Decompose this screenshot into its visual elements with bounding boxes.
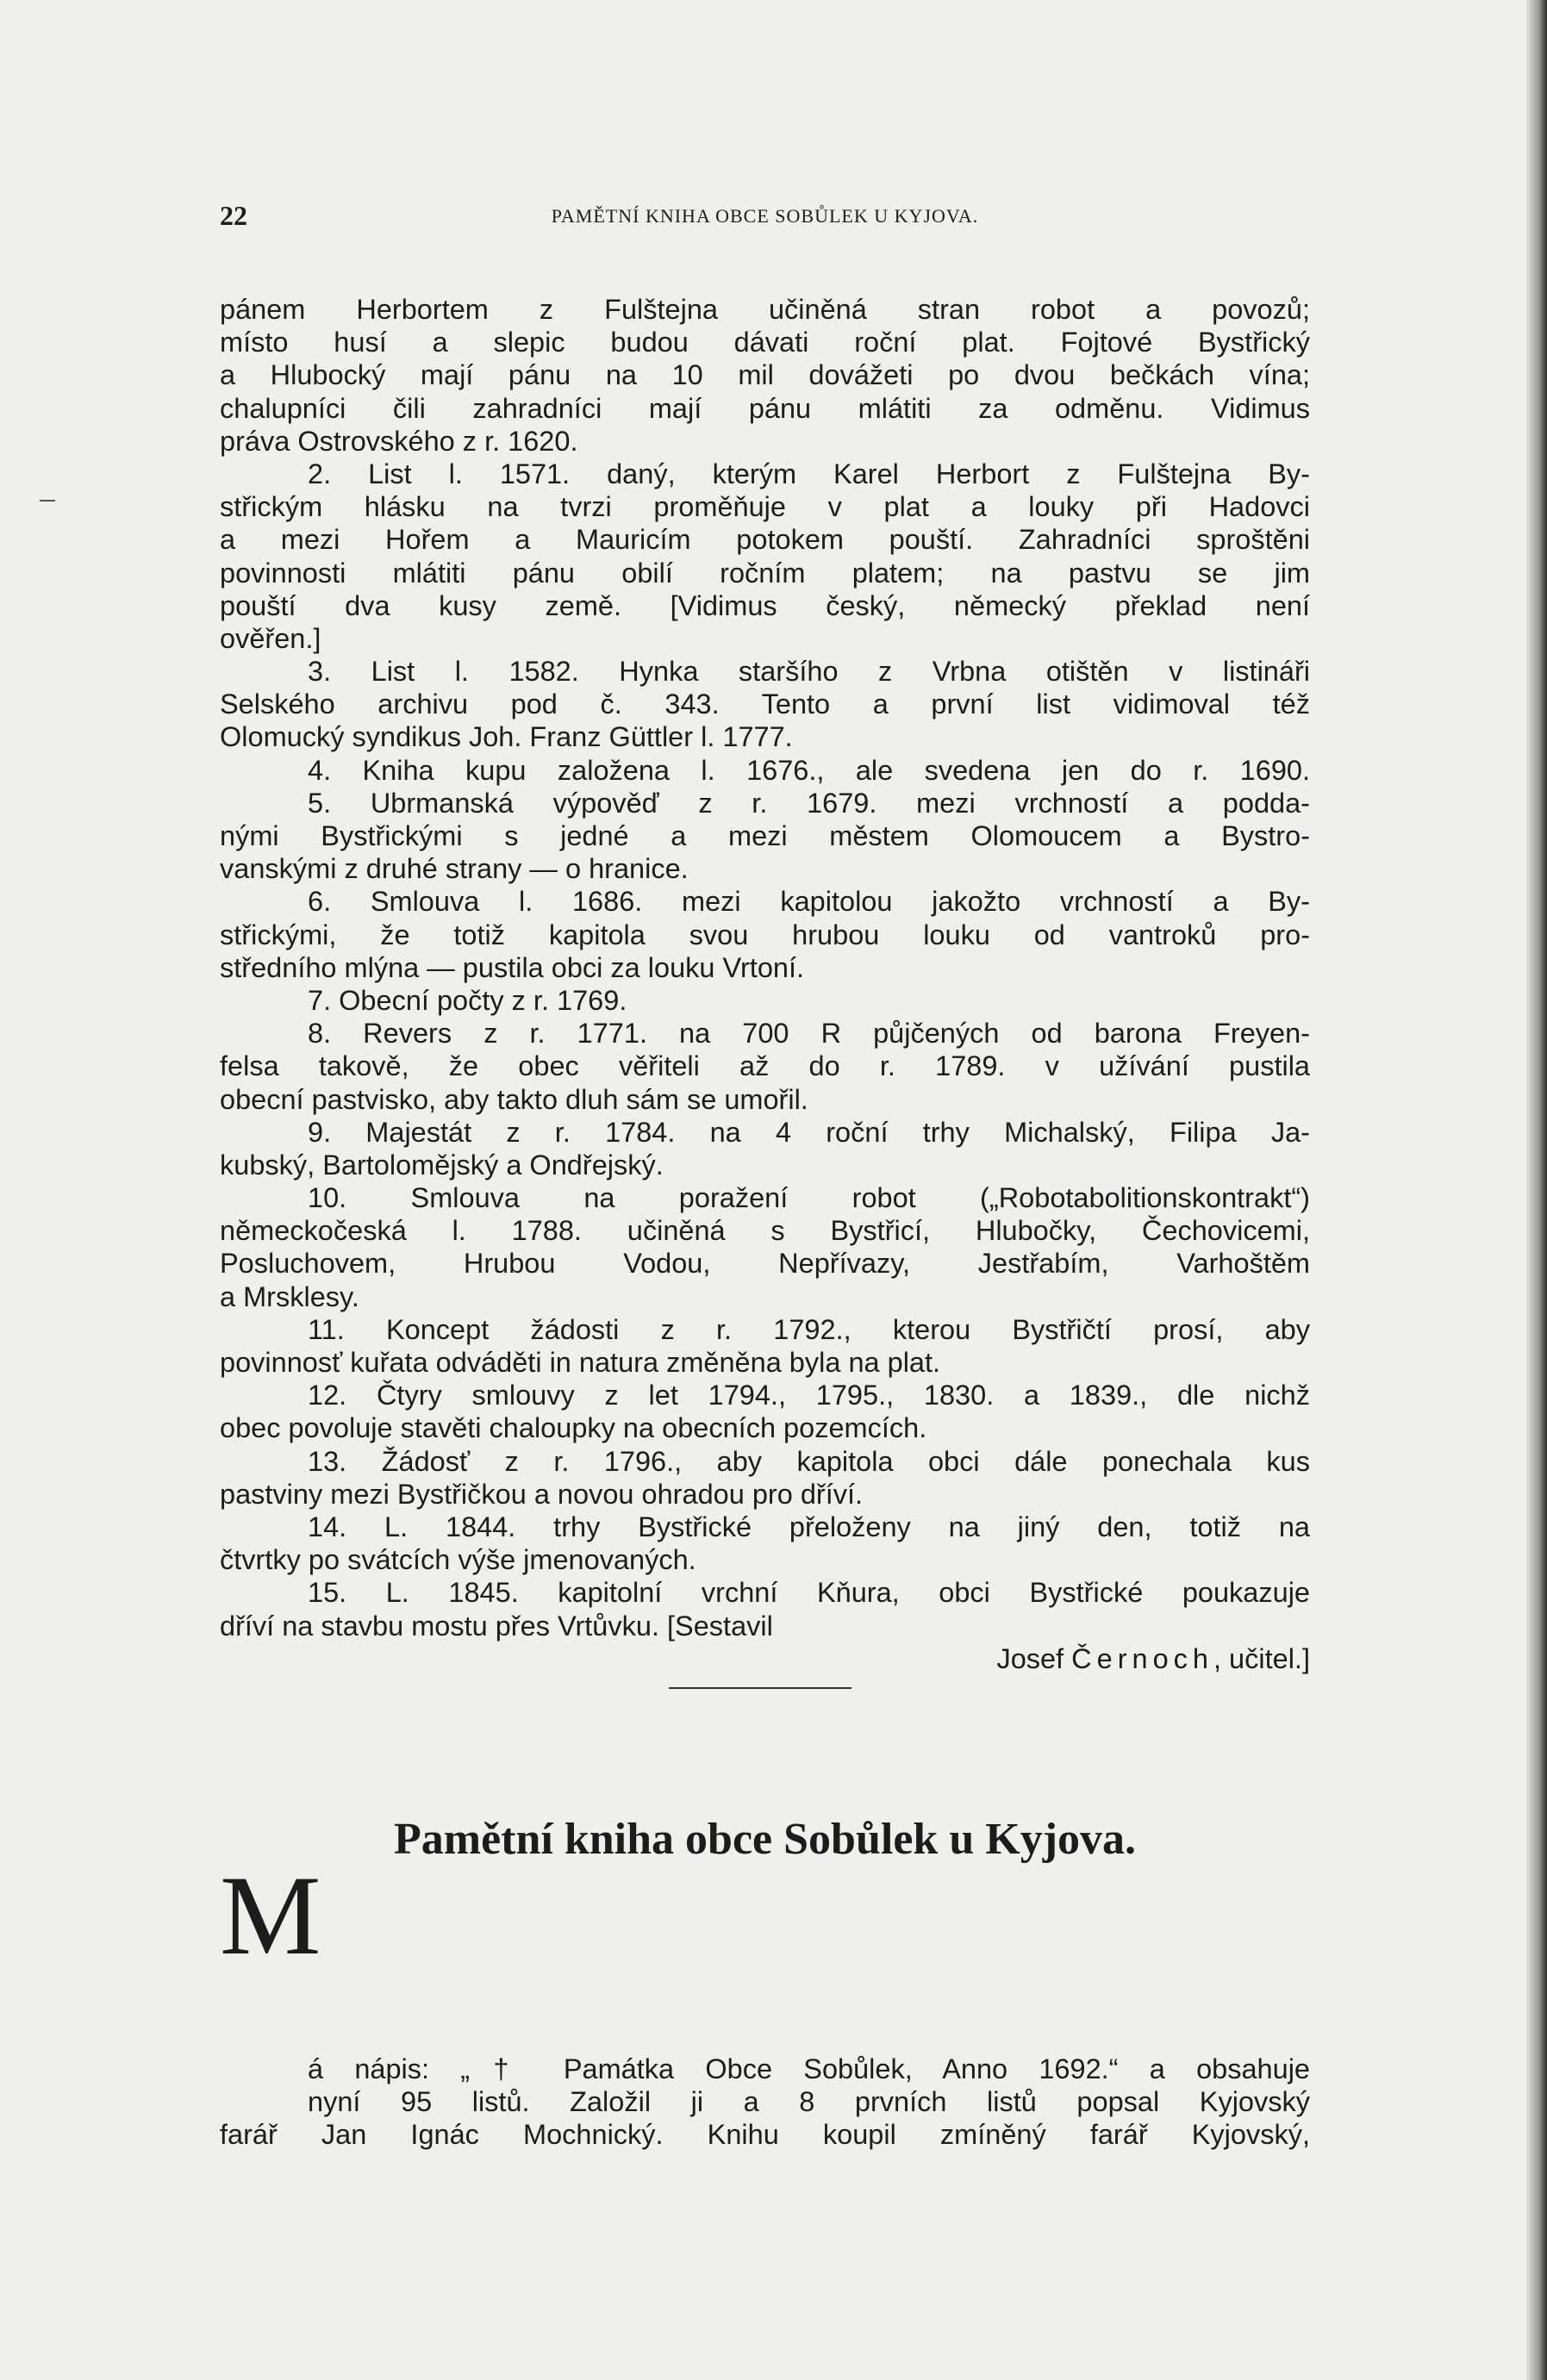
text-line: práva Ostrovského z r. 1620. [220,425,578,457]
text-line: chalupníci čili zahradníci mají pánu mlátiti za odměnu. Vidimus [220,392,1310,424]
signature-suffix: , učitel.] [1213,1642,1310,1674]
text-line: ověřen.] [220,622,321,654]
text-line: pouští dva kusy země. [Vidimus český, německý překlad není [220,589,1310,621]
text-line: 7. Obecní počty z r. 1769. [308,984,627,1016]
text-line: 15. L. 1845. kapitolní vrchní Kňura, obci Bystřické poukazuje [308,1577,1310,1609]
page-number: 22 [220,200,247,231]
text-line: vanskými z druhé strany — o hranice. [220,853,689,885]
text-line: 3. List l. 1582. Hynka staršího z Vrbna otištěn v listináři [308,656,1310,688]
text-line: 11. Koncept žádosti z r. 1792., kterou Bystřičtí prosí, aby [308,1313,1310,1345]
signature-prefix: Josef [996,1642,1072,1674]
text-line: povinnosť kuřata odváděti in natura změněna byla na plat. [220,1347,941,1378]
text-line: 12. Čtyry smlouvy z let 1794., 1795., 1830. a 1839., dle nichž [308,1380,1310,1411]
text-line: felsa takově, že obec věřiteli až do r. 1789. v užívání pustila [220,1050,1310,1082]
running-title: PAMĚTNÍ KNIHA OBCE SOBŮLEK U KYJOVA. [551,205,979,227]
text-line: obec povoluje stavěti chaloupky na obecních pozemcích. [220,1412,927,1444]
text-line: 2. List l. 1571. daný, kterým Karel Herbort z Fulštejna By- [308,458,1310,489]
intro-paragraph-line-2 [308,2085,1310,2118]
text-line: Selského archivu pod č. 343. Tento a první list vidimoval též [220,688,1310,720]
text-line: a Mrsklesy. [220,1280,359,1312]
signature-surname: Černoch [1071,1642,1213,1674]
text-line: čtvrtky po svátcích výše jmenovaných. [220,1544,696,1576]
text-line: 6. Smlouva l. 1686. mezi kapitolou jakožto vrchností a By- [308,886,1310,918]
margin-mark [40,500,55,502]
text-line: 5. Ubrmanská výpověď z r. 1679. mezi vrchností a podda- [308,787,1310,819]
text-line: farář Jan Ignác Mochnický. Knihu koupil zmíněný farář Kyjovský, [220,2119,1310,2150]
text-line: 9. Majestát z r. 1784. na 4 roční trhy Michalský, Filipa Ja- [308,1116,1310,1148]
body-text [220,293,1310,1675]
text-line: dříví na stavbu mostu přes Vrtůvku. [Sestavil [220,1610,773,1642]
intro-paragraph [308,2053,1310,2085]
text-line: Olomucký syndikus Joh. Franz Güttler l. 1777. [220,721,793,753]
text-line: povinnosti mlátiti pánu obilí ročním platem; na pastvu se jim [220,557,1310,589]
text-line: a mezi Hořem a Mauricím potokem pouští. Zahradníci sproštěni [220,524,1310,556]
text-line: středního mlýna — pustila obci za louku Vrtoní. [220,951,805,983]
drop-cap: M [220,1852,321,1978]
text-line: pastviny mezi Bystřičkou a novou ohradou pro dříví. [220,1478,864,1510]
text-line: místo husí a slepic budou dávati roční plat. Fojtové Bystřický [220,327,1310,358]
text-line: střickými, že totiž kapitola svou hrubou louku od vantroků pro- [220,919,1310,950]
section-divider [669,1687,851,1689]
page-edge-shadow [1526,0,1547,2380]
text-line: nyní 95 listů. Založil ji a 8 prvních listů popsal Kyjovský [308,2086,1310,2117]
text-line: á nápis: „† Památka Obce Sobůlek, Anno 1692.“ a obsahuje [308,2053,1310,2084]
text-line: Posluchovem, Hrubou Vodou, Nepřívazy, Jestřabím, Varhoštěm [220,1248,1310,1280]
text-line: a Hlubocký mají pánu na 10 mil dovážeti po dvou bečkách vína; [220,359,1310,391]
text-line: pánem Herbortem z Fulštejna učiněná stran robot a povozů; [220,294,1310,325]
text-line: 14. L. 1844. trhy Bystřické přeloženy na jiný den, totiž na [308,1511,1310,1542]
section-title: Pamětní kniha obce Sobůlek u Kyjova. [393,1815,1137,1864]
text-line: obecní pastvisko, aby takto dluh sám se umořil. [220,1083,808,1115]
text-line: 4. Kniha kupu založena l. 1676., ale svedena jen do r. 1690. [308,754,1310,786]
text-line: 10. Smlouva na poražení robot („Robotabolitionskontrakt“) [308,1182,1310,1214]
text-line: německočeská l. 1788. učiněná s Bystřicí, Hlubočky, Čechovicemi, [220,1215,1310,1247]
intro-paragraph-line-3 [220,2118,1310,2151]
text-line: střickým hlásku na tvrzi proměňuje v plat a louky při Hadovci [220,491,1310,523]
text-line: 8. Revers z r. 1771. na 700 R půjčených od barona Freyen- [308,1018,1310,1050]
signature [220,1642,1310,1675]
text-line: nými Bystřickými s jedné a mezi městem Olomoucem a Bystro- [220,820,1310,851]
text-line: kubský, Bartoloměјský a Ondřejský. [220,1149,664,1181]
page-header [220,200,1310,234]
text-line: 13. Žádosť z r. 1796., aby kapitola obci dále ponechala kus [308,1445,1310,1477]
